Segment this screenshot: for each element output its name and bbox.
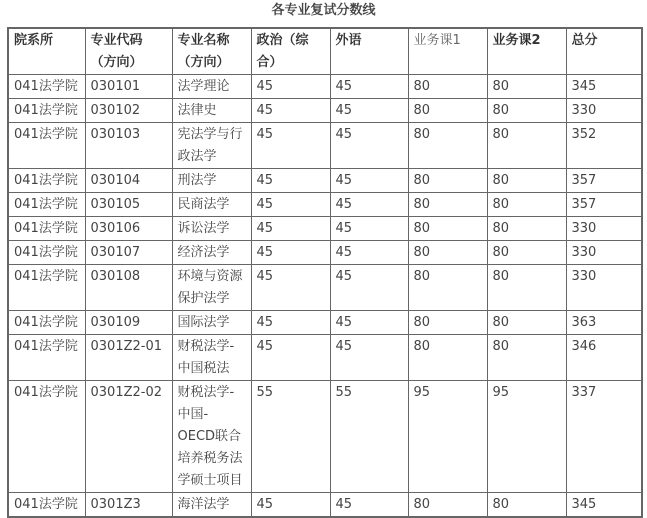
cell-course-2: 80 (487, 99, 566, 123)
table-row (8, 193, 642, 217)
table-row (8, 123, 642, 169)
cell-course-1: 80 (408, 123, 487, 169)
cell-foreign-language: 45 (330, 217, 408, 241)
cell-politics: 45 (251, 493, 330, 518)
cell-course-2: 80 (487, 193, 566, 217)
header-course-2: 业务课2 (487, 28, 566, 75)
cell-foreign-language: 45 (330, 493, 408, 518)
cell-politics: 45 (251, 169, 330, 193)
cell-major-name: 刑法学 (172, 169, 251, 193)
cell-politics: 45 (251, 99, 330, 123)
cell-course-1: 80 (408, 241, 487, 265)
cell-department: 041法学院 (8, 335, 85, 381)
cell-major-name: 法学理论 (172, 75, 251, 99)
table-title: 各专业复试分数线 (271, 3, 376, 18)
table-row (8, 381, 642, 493)
cell-course-2: 80 (487, 169, 566, 193)
cell-major-code: 030106 (85, 217, 172, 241)
cell-major-name: 环境与资源 保护法学 (172, 265, 251, 311)
cell-total: 337 (566, 381, 642, 493)
cell-department: 041法学院 (8, 169, 85, 193)
cell-department: 041法学院 (8, 217, 85, 241)
cell-course-1: 80 (408, 335, 487, 381)
cell-major-name: 诉讼法学 (172, 217, 251, 241)
cell-major-code: 030109 (85, 311, 172, 335)
cell-foreign-language: 45 (330, 241, 408, 265)
cell-course-2: 80 (487, 335, 566, 381)
cell-major-name: 民商法学 (172, 193, 251, 217)
table-row (8, 241, 642, 265)
score-table (7, 27, 643, 518)
header-course-1: 业务课1 (408, 28, 487, 75)
cell-politics: 45 (251, 193, 330, 217)
cell-foreign-language: 45 (330, 123, 408, 169)
cell-foreign-language: 45 (330, 265, 408, 311)
table-row (8, 75, 642, 99)
cell-total: 363 (566, 311, 642, 335)
cell-foreign-language: 45 (330, 99, 408, 123)
cell-major-code: 030103 (85, 123, 172, 169)
cell-major-name: 国际法学 (172, 311, 251, 335)
cell-foreign-language: 45 (330, 311, 408, 335)
cell-major-name: 财税法学- 中国- OECD联合 培养税务法 学硕士项目 (172, 381, 251, 493)
cell-politics: 45 (251, 75, 330, 99)
cell-department: 041法学院 (8, 75, 85, 99)
cell-total: 346 (566, 335, 642, 381)
cell-course-2: 80 (487, 75, 566, 99)
cell-department: 041法学院 (8, 193, 85, 217)
cell-course-1: 80 (408, 265, 487, 311)
cell-course-2: 95 (487, 381, 566, 493)
cell-total: 345 (566, 493, 642, 518)
table-row (8, 217, 642, 241)
table-row (8, 99, 642, 123)
cell-major-code: 030105 (85, 193, 172, 217)
cell-department: 041法学院 (8, 123, 85, 169)
cell-course-2: 80 (487, 241, 566, 265)
table-row (8, 169, 642, 193)
cell-politics: 45 (251, 217, 330, 241)
cell-total: 330 (566, 217, 642, 241)
cell-foreign-language: 45 (330, 169, 408, 193)
cell-course-1: 80 (408, 311, 487, 335)
cell-major-name: 海洋法学 (172, 493, 251, 518)
table-row (8, 265, 642, 311)
cell-course-2: 80 (487, 217, 566, 241)
cell-course-2: 80 (487, 265, 566, 311)
cell-politics: 45 (251, 265, 330, 311)
cell-major-code: 030102 (85, 99, 172, 123)
cell-course-1: 80 (408, 99, 487, 123)
header-politics: 政治（综 合） (251, 28, 330, 75)
cell-politics: 45 (251, 241, 330, 265)
cell-politics: 45 (251, 335, 330, 381)
cell-major-name: 财税法学- 中国税法 (172, 335, 251, 381)
header-total: 总分 (566, 28, 642, 75)
cell-major-name: 法律史 (172, 99, 251, 123)
cell-politics: 55 (251, 381, 330, 493)
cell-major-code: 030104 (85, 169, 172, 193)
table-row (8, 335, 642, 381)
cell-department: 041法学院 (8, 311, 85, 335)
cell-total: 330 (566, 265, 642, 311)
cell-total: 330 (566, 241, 642, 265)
cell-course-2: 80 (487, 493, 566, 518)
cell-total: 357 (566, 193, 642, 217)
cell-course-1: 80 (408, 75, 487, 99)
cell-major-name: 经济法学 (172, 241, 251, 265)
cell-major-code: 030107 (85, 241, 172, 265)
cell-department: 041法学院 (8, 381, 85, 493)
cell-course-1: 95 (408, 381, 487, 493)
cell-major-code: 0301Z2-01 (85, 335, 172, 381)
cell-major-code: 0301Z2-02 (85, 381, 172, 493)
cell-total: 352 (566, 123, 642, 169)
cell-politics: 45 (251, 311, 330, 335)
cell-department: 041法学院 (8, 99, 85, 123)
header-major-code: 专业代码 （方向） (85, 28, 172, 75)
cell-foreign-language: 45 (330, 335, 408, 381)
cell-major-code: 030101 (85, 75, 172, 99)
cell-major-code: 030108 (85, 265, 172, 311)
cell-department: 041法学院 (8, 241, 85, 265)
header-major-name: 专业名称 （方向） (172, 28, 251, 75)
cell-major-name: 宪法学与行 政法学 (172, 123, 251, 169)
cell-course-1: 80 (408, 493, 487, 518)
cell-major-code: 0301Z3 (85, 493, 172, 518)
cell-politics: 45 (251, 123, 330, 169)
cell-department: 041法学院 (8, 493, 85, 518)
cell-course-2: 80 (487, 123, 566, 169)
cell-foreign-language: 45 (330, 75, 408, 99)
cell-total: 330 (566, 99, 642, 123)
cell-course-1: 80 (408, 217, 487, 241)
cell-course-1: 80 (408, 193, 487, 217)
cell-foreign-language: 55 (330, 381, 408, 493)
cell-foreign-language: 45 (330, 193, 408, 217)
cell-course-1: 80 (408, 169, 487, 193)
header-row (8, 28, 642, 75)
cell-department: 041法学院 (8, 265, 85, 311)
cell-total: 345 (566, 75, 642, 99)
cell-total: 357 (566, 169, 642, 193)
header-department: 院系所 (8, 28, 85, 75)
header-foreign-language: 外语 (330, 28, 408, 75)
cell-course-2: 80 (487, 311, 566, 335)
table-row (8, 311, 642, 335)
table-row (8, 493, 642, 518)
